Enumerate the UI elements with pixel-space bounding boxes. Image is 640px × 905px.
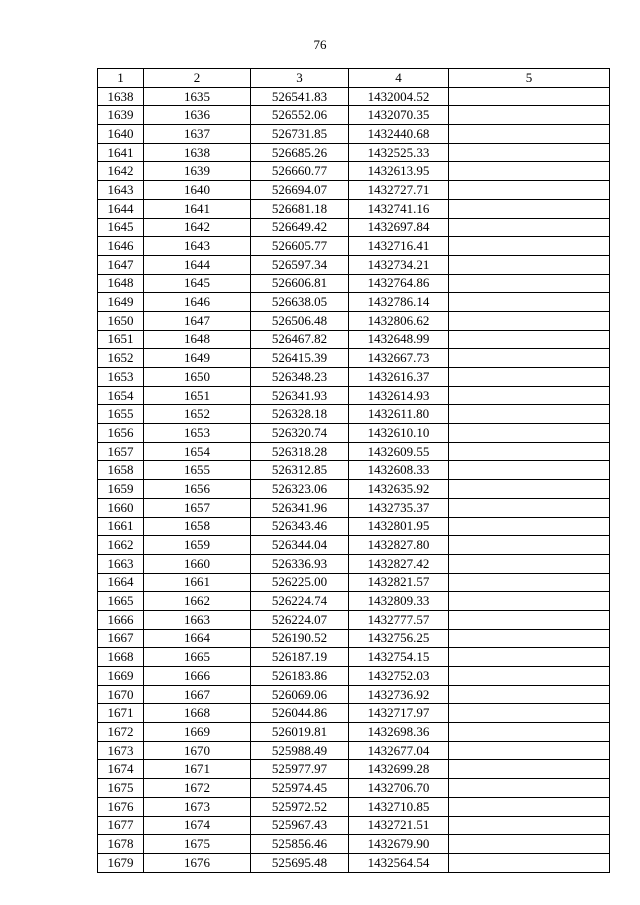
table-cell-col-1: 1651 <box>98 330 144 349</box>
table-row <box>98 125 610 144</box>
table-cell-col-2: 1656 <box>144 480 251 499</box>
table-cell-col-5 <box>449 311 610 330</box>
table-row <box>98 723 610 742</box>
table-cell-col-1: 1676 <box>98 797 144 816</box>
table-row <box>98 87 610 106</box>
page-number: 76 <box>313 37 327 52</box>
table-cell-col-4: 1432764.86 <box>349 274 449 293</box>
table-cell-col-3: 526541.83 <box>251 87 349 106</box>
table-cell-col-4: 1432741.16 <box>349 199 449 218</box>
table-cell-col-2: 1636 <box>144 106 251 125</box>
table-row <box>98 461 610 480</box>
table-row <box>98 498 610 517</box>
table-cell-col-2: 1637 <box>144 125 251 144</box>
table-cell-col-1: 1650 <box>98 311 144 330</box>
table-cell-col-2: 1642 <box>144 218 251 237</box>
table-cell-col-4: 1432698.36 <box>349 723 449 742</box>
table-cell-col-5 <box>449 125 610 144</box>
table-cell-col-5 <box>449 405 610 424</box>
table-cell-col-4: 1432635.92 <box>349 480 449 499</box>
table-row <box>98 386 610 405</box>
table-cell-col-3: 526731.85 <box>251 125 349 144</box>
table-cell-col-5 <box>449 704 610 723</box>
table-row <box>98 106 610 125</box>
table-cell-col-2: 1653 <box>144 424 251 443</box>
table-cell-col-1: 1641 <box>98 143 144 162</box>
table-cell-col-4: 1432614.93 <box>349 386 449 405</box>
table-cell-col-2: 1643 <box>144 237 251 256</box>
table-cell-col-4: 1432609.55 <box>349 442 449 461</box>
table-cell-col-3: 526606.81 <box>251 274 349 293</box>
table-cell-col-2: 1668 <box>144 704 251 723</box>
table-row <box>98 536 610 555</box>
table-row <box>98 797 610 816</box>
table-cell-col-4: 1432697.84 <box>349 218 449 237</box>
table-cell-col-1: 1647 <box>98 255 144 274</box>
table-row <box>98 853 610 872</box>
table-cell-col-4: 1432677.04 <box>349 741 449 760</box>
table-cell-col-1: 1644 <box>98 199 144 218</box>
table-cell-col-4: 1432806.62 <box>349 311 449 330</box>
table-cell-col-1: 1674 <box>98 760 144 779</box>
table-cell-col-4: 1432611.80 <box>349 405 449 424</box>
table-cell-col-3: 526415.39 <box>251 349 349 368</box>
table-cell-col-2: 1664 <box>144 629 251 648</box>
table-row <box>98 181 610 200</box>
table-cell-col-4: 1432667.73 <box>349 349 449 368</box>
table-row <box>98 610 610 629</box>
table-cell-col-5 <box>449 741 610 760</box>
table-cell-col-5 <box>449 779 610 798</box>
table-cell-col-3: 526323.06 <box>251 480 349 499</box>
table-cell-col-1: 1661 <box>98 517 144 536</box>
table-cell-col-4: 1432827.42 <box>349 554 449 573</box>
table-cell-col-5 <box>449 143 610 162</box>
table-row <box>98 237 610 256</box>
column-header-2: 2 <box>144 69 251 88</box>
table-cell-col-5 <box>449 573 610 592</box>
table-cell-col-4: 1432716.41 <box>349 237 449 256</box>
table-row <box>98 760 610 779</box>
table-row <box>98 685 610 704</box>
table-cell-col-4: 1432070.35 <box>349 106 449 125</box>
column-header-5: 5 <box>449 69 610 88</box>
table-cell-col-2: 1646 <box>144 293 251 312</box>
table-row <box>98 648 610 667</box>
table-cell-col-4: 1432786.14 <box>349 293 449 312</box>
table-cell-col-2: 1676 <box>144 853 251 872</box>
table-row <box>98 779 610 798</box>
table-cell-col-2: 1660 <box>144 554 251 573</box>
table-cell-col-3: 526685.26 <box>251 143 349 162</box>
table-row <box>98 199 610 218</box>
table-cell-col-5 <box>449 461 610 480</box>
table-cell-col-5 <box>449 424 610 443</box>
table-cell-col-5 <box>449 274 610 293</box>
table-cell-col-2: 1639 <box>144 162 251 181</box>
table-row <box>98 274 610 293</box>
table-cell-col-5 <box>449 760 610 779</box>
table-cell-col-3: 526312.85 <box>251 461 349 480</box>
table-cell-col-1: 1667 <box>98 629 144 648</box>
table-cell-col-5 <box>449 629 610 648</box>
table-cell-col-3: 526019.81 <box>251 723 349 742</box>
column-header-1: 1 <box>98 69 144 88</box>
table-row <box>98 255 610 274</box>
table-cell-col-1: 1658 <box>98 461 144 480</box>
table-cell-col-1: 1648 <box>98 274 144 293</box>
table-cell-col-4: 1432706.70 <box>349 779 449 798</box>
table-row <box>98 143 610 162</box>
table-row <box>98 442 610 461</box>
table-cell-col-1: 1657 <box>98 442 144 461</box>
table-cell-col-1: 1653 <box>98 368 144 387</box>
table-cell-col-3: 526638.05 <box>251 293 349 312</box>
table-row <box>98 517 610 536</box>
table-cell-col-5 <box>449 667 610 686</box>
table-cell-col-5 <box>449 87 610 106</box>
table-cell-col-1: 1654 <box>98 386 144 405</box>
table-cell-col-5 <box>449 218 610 237</box>
table-cell-col-1: 1664 <box>98 573 144 592</box>
table-cell-col-1: 1642 <box>98 162 144 181</box>
table-cell-col-2: 1658 <box>144 517 251 536</box>
table-row <box>98 349 610 368</box>
table-cell-col-5 <box>449 442 610 461</box>
table-row <box>98 368 610 387</box>
table-cell-col-3: 525695.48 <box>251 853 349 872</box>
table-cell-col-2: 1674 <box>144 816 251 835</box>
table-cell-col-1: 1670 <box>98 685 144 704</box>
table-cell-col-1: 1643 <box>98 181 144 200</box>
table-cell-col-4: 1432727.71 <box>349 181 449 200</box>
table-cell-col-2: 1654 <box>144 442 251 461</box>
table-cell-col-5 <box>449 480 610 499</box>
table-cell-col-4: 1432525.33 <box>349 143 449 162</box>
table-cell-col-1: 1665 <box>98 592 144 611</box>
table-cell-col-3: 526467.82 <box>251 330 349 349</box>
table-cell-col-2: 1663 <box>144 610 251 629</box>
table-cell-col-1: 1663 <box>98 554 144 573</box>
table-cell-col-4: 1432608.33 <box>349 461 449 480</box>
table-row <box>98 741 610 760</box>
table-cell-col-4: 1432717.97 <box>349 704 449 723</box>
table-cell-col-5 <box>449 797 610 816</box>
table-cell-col-3: 526069.06 <box>251 685 349 704</box>
table-cell-col-3: 526343.46 <box>251 517 349 536</box>
table-row <box>98 293 610 312</box>
table-cell-col-5 <box>449 162 610 181</box>
table-cell-col-3: 526336.93 <box>251 554 349 573</box>
table-cell-col-2: 1675 <box>144 835 251 854</box>
table-cell-col-1: 1649 <box>98 293 144 312</box>
table-cell-col-2: 1645 <box>144 274 251 293</box>
table-row <box>98 667 610 686</box>
table-cell-col-3: 526348.23 <box>251 368 349 387</box>
table-cell-col-3: 526320.74 <box>251 424 349 443</box>
table-cell-col-5 <box>449 648 610 667</box>
table-cell-col-4: 1432736.92 <box>349 685 449 704</box>
table-cell-col-4: 1432616.37 <box>349 368 449 387</box>
table-cell-col-5 <box>449 536 610 555</box>
table-cell-col-2: 1655 <box>144 461 251 480</box>
table-cell-col-5 <box>449 368 610 387</box>
table-row <box>98 480 610 499</box>
table-cell-col-1: 1673 <box>98 741 144 760</box>
table-row <box>98 835 610 854</box>
table-cell-col-4: 1432679.90 <box>349 835 449 854</box>
table-cell-col-5 <box>449 106 610 125</box>
table-cell-col-3: 526183.86 <box>251 667 349 686</box>
table-cell-col-4: 1432710.85 <box>349 797 449 816</box>
table-cell-col-3: 526649.42 <box>251 218 349 237</box>
table-cell-col-3: 526341.93 <box>251 386 349 405</box>
table-cell-col-2: 1635 <box>144 87 251 106</box>
table-cell-col-3: 526552.06 <box>251 106 349 125</box>
table-cell-col-2: 1652 <box>144 405 251 424</box>
table-body <box>98 87 610 872</box>
table-cell-col-3: 526506.48 <box>251 311 349 330</box>
table-cell-col-3: 525856.46 <box>251 835 349 854</box>
table-cell-col-2: 1673 <box>144 797 251 816</box>
table-cell-col-5 <box>449 386 610 405</box>
table-cell-col-2: 1644 <box>144 255 251 274</box>
table-cell-col-3: 526225.00 <box>251 573 349 592</box>
table-cell-col-2: 1641 <box>144 199 251 218</box>
table-cell-col-3: 526318.28 <box>251 442 349 461</box>
table-cell-col-1: 1671 <box>98 704 144 723</box>
table-cell-col-5 <box>449 610 610 629</box>
table-row <box>98 592 610 611</box>
table-row <box>98 554 610 573</box>
table-cell-col-3: 525977.97 <box>251 760 349 779</box>
table-row <box>98 816 610 835</box>
table-cell-col-3: 526660.77 <box>251 162 349 181</box>
table-cell-col-4: 1432821.57 <box>349 573 449 592</box>
table-cell-col-5 <box>449 349 610 368</box>
table-cell-col-3: 525967.43 <box>251 816 349 835</box>
table-cell-col-1: 1660 <box>98 498 144 517</box>
table-cell-col-4: 1432827.80 <box>349 536 449 555</box>
table-cell-col-5 <box>449 685 610 704</box>
table-cell-col-3: 526681.18 <box>251 199 349 218</box>
table-cell-col-5 <box>449 554 610 573</box>
table-cell-col-1: 1645 <box>98 218 144 237</box>
table-cell-col-1: 1678 <box>98 835 144 854</box>
table-row <box>98 704 610 723</box>
table-cell-col-2: 1666 <box>144 667 251 686</box>
table-cell-col-1: 1675 <box>98 779 144 798</box>
table-cell-col-2: 1662 <box>144 592 251 611</box>
table-cell-col-2: 1665 <box>144 648 251 667</box>
table-cell-col-2: 1649 <box>144 349 251 368</box>
coordinates-table <box>97 68 610 873</box>
table-cell-col-2: 1650 <box>144 368 251 387</box>
table-cell-col-5 <box>449 592 610 611</box>
table-header-row <box>98 69 610 88</box>
table-cell-col-2: 1672 <box>144 779 251 798</box>
table-cell-col-1: 1666 <box>98 610 144 629</box>
table-cell-col-5 <box>449 181 610 200</box>
table-cell-col-5 <box>449 853 610 872</box>
table-cell-col-4: 1432648.99 <box>349 330 449 349</box>
table-cell-col-1: 1655 <box>98 405 144 424</box>
table-cell-col-3: 525988.49 <box>251 741 349 760</box>
table-cell-col-1: 1668 <box>98 648 144 667</box>
table-cell-col-5 <box>449 330 610 349</box>
table-cell-col-3: 526224.74 <box>251 592 349 611</box>
table-cell-col-3: 526597.34 <box>251 255 349 274</box>
table-cell-col-1: 1672 <box>98 723 144 742</box>
table-cell-col-1: 1679 <box>98 853 144 872</box>
table-cell-col-5 <box>449 293 610 312</box>
table-cell-col-4: 1432735.37 <box>349 498 449 517</box>
column-header-4: 4 <box>349 69 449 88</box>
table-cell-col-2: 1647 <box>144 311 251 330</box>
table-cell-col-2: 1659 <box>144 536 251 555</box>
table-cell-col-4: 1432801.95 <box>349 517 449 536</box>
table-cell-col-5 <box>449 199 610 218</box>
table-cell-col-1: 1659 <box>98 480 144 499</box>
table-cell-col-4: 1432610.10 <box>349 424 449 443</box>
table-cell-col-1: 1656 <box>98 424 144 443</box>
table-cell-col-4: 1432734.21 <box>349 255 449 274</box>
table-cell-col-3: 526190.52 <box>251 629 349 648</box>
table-cell-col-1: 1669 <box>98 667 144 686</box>
table-cell-col-2: 1648 <box>144 330 251 349</box>
table-cell-col-3: 526341.96 <box>251 498 349 517</box>
table-cell-col-2: 1640 <box>144 181 251 200</box>
table-cell-col-2: 1671 <box>144 760 251 779</box>
table-cell-col-3: 526224.07 <box>251 610 349 629</box>
table-cell-col-5 <box>449 723 610 742</box>
table-cell-col-1: 1677 <box>98 816 144 835</box>
table-cell-col-3: 526694.07 <box>251 181 349 200</box>
table-cell-col-4: 1432564.54 <box>349 853 449 872</box>
table-cell-col-3: 526187.19 <box>251 648 349 667</box>
table-cell-col-1: 1640 <box>98 125 144 144</box>
table-cell-col-2: 1651 <box>144 386 251 405</box>
table-cell-col-3: 525972.52 <box>251 797 349 816</box>
table-cell-col-3: 526328.18 <box>251 405 349 424</box>
table-cell-col-4: 1432004.52 <box>349 87 449 106</box>
table-cell-col-2: 1638 <box>144 143 251 162</box>
table-cell-col-3: 526605.77 <box>251 237 349 256</box>
table-cell-col-4: 1432777.57 <box>349 610 449 629</box>
table-cell-col-1: 1646 <box>98 237 144 256</box>
table-row <box>98 330 610 349</box>
table-cell-col-4: 1432752.03 <box>349 667 449 686</box>
table-cell-col-2: 1661 <box>144 573 251 592</box>
table-cell-col-3: 525974.45 <box>251 779 349 798</box>
table-cell-col-5 <box>449 237 610 256</box>
table-row <box>98 162 610 181</box>
table-cell-col-1: 1638 <box>98 87 144 106</box>
table-row <box>98 629 610 648</box>
table-cell-col-4: 1432721.51 <box>349 816 449 835</box>
table-cell-col-2: 1667 <box>144 685 251 704</box>
table-cell-col-4: 1432754.15 <box>349 648 449 667</box>
table-cell-col-5 <box>449 816 610 835</box>
table-cell-col-5 <box>449 498 610 517</box>
table-cell-col-4: 1432440.68 <box>349 125 449 144</box>
table-cell-col-1: 1652 <box>98 349 144 368</box>
table-cell-col-4: 1432613.95 <box>349 162 449 181</box>
table-cell-col-3: 526344.04 <box>251 536 349 555</box>
table-cell-col-2: 1669 <box>144 723 251 742</box>
table-cell-col-5 <box>449 517 610 536</box>
table-cell-col-2: 1657 <box>144 498 251 517</box>
table-cell-col-4: 1432809.33 <box>349 592 449 611</box>
table-cell-col-4: 1432756.25 <box>349 629 449 648</box>
table-row <box>98 218 610 237</box>
table-cell-col-2: 1670 <box>144 741 251 760</box>
table-cell-col-1: 1639 <box>98 106 144 125</box>
table-row <box>98 573 610 592</box>
table-row <box>98 311 610 330</box>
table-cell-col-1: 1662 <box>98 536 144 555</box>
column-header-3: 3 <box>251 69 349 88</box>
table-row <box>98 424 610 443</box>
table-cell-col-4: 1432699.28 <box>349 760 449 779</box>
table-cell-col-5 <box>449 835 610 854</box>
table-row <box>98 405 610 424</box>
table-cell-col-3: 526044.86 <box>251 704 349 723</box>
table-cell-col-5 <box>449 255 610 274</box>
